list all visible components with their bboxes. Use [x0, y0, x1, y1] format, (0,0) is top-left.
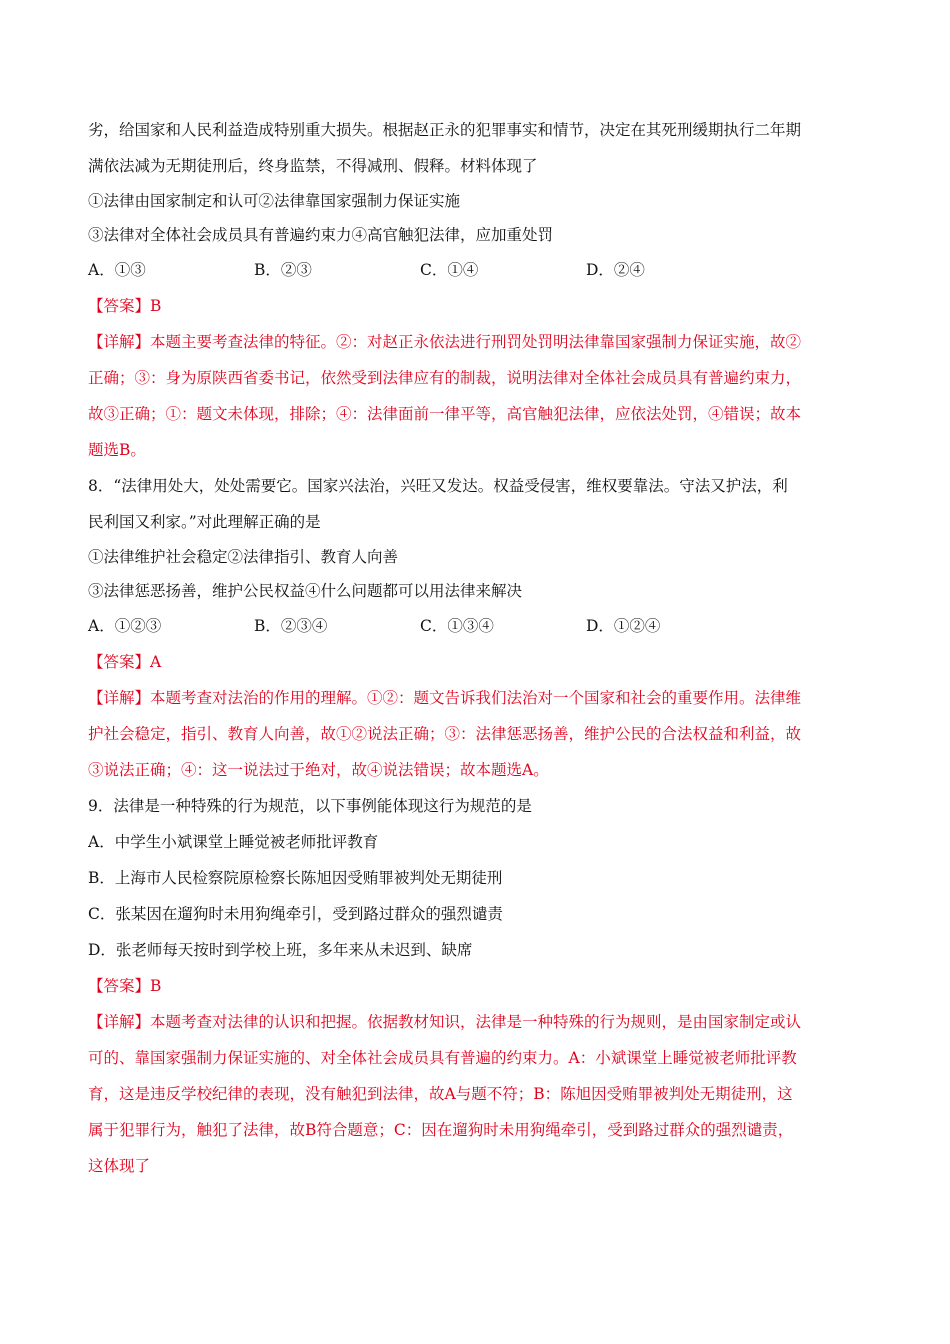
choice-b: B．上海市人民检察院原检察长陈旭因受贿罪被判处无期徒刑 — [88, 869, 503, 887]
option-b: B．②③④ — [254, 617, 328, 635]
explanation-line: 正确；③：身为原陕西省委书记，依然受到法律应有的制裁，说明法律对全体社会成员具有普遍约束力， — [88, 369, 802, 387]
explanation-line: 属于犯罪行为，触犯了法律，故B符合题意；C：因在遛狗时未用狗绳牵引，受到路过群众的强烈谴责， — [88, 1121, 794, 1139]
choice-a: A．中学生小斌课堂上睡觉被老师批评教育 — [88, 833, 379, 851]
question-stem-line: 满依法减为无期徒刑后，终身监禁，不得减刑、假释。材料体现了 — [88, 157, 538, 175]
statement-line: ①法律维护社会稳定②法律指引、教育人向善 — [88, 548, 399, 566]
explanation-line: 题选B。 — [88, 441, 146, 459]
choice-c: C．张某因在遛狗时未用狗绳牵引，受到路过群众的强烈谴责 — [88, 905, 503, 923]
explanation-line: 【详解】本题考查对法律的认识和把握。依据教材知识，法律是一种特殊的行为规则，是由国家制定或认 — [88, 1013, 802, 1031]
question-stem-line: 9．法律是一种特殊的行为规范，以下事例能体现这行为规范的是 — [88, 797, 532, 815]
statement-line: ①法律由国家制定和认可②法律靠国家强制力保证实施 — [88, 192, 461, 210]
answer-label: 【答案】A — [88, 653, 162, 671]
option-a: A．①②③ — [88, 617, 162, 635]
option-b: B．②③ — [254, 261, 312, 279]
question-7 — [88, 112, 866, 468]
option-c: C．①③④ — [420, 617, 494, 635]
question-stem-line: 民利国又利家。”对此理解正确的是 — [88, 513, 321, 531]
explanation-line: 故③正确；①：题文未体现，排除；④：法律面前一律平等，高官触犯法律，应依法处罚，④错误；故本 — [88, 405, 802, 423]
explanation-line: 【详解】本题考查对法治的作用的理解。①②：题文告诉我们法治对一个国家和社会的重要作用。法律维 — [88, 689, 802, 707]
option-d: D．①②④ — [586, 617, 661, 635]
choice-d: D．张老师每天按时到学校上班，多年来从未迟到、缺席 — [88, 941, 473, 959]
explanation-line: 育，这是违反学校纪律的表现，没有触犯到法律，故A与题不符；B：陈旭因受贿罪被判处无期徒刑，这 — [88, 1085, 793, 1103]
question-stem-line: 8．“法律用处大，处处需要它。国家兴法治，兴旺又发达。权益受侵害，维权要靠法。守法又护法，利 — [88, 477, 788, 495]
question-stem-line: 劣，给国家和人民利益造成特别重大损失。根据赵正永的犯罪事实和情节，决定在其死刑缓期执行二年期 — [88, 121, 802, 139]
explanation-line: 护社会稳定，指引、教育人向善，故①②说法正确；③：法律惩恶扬善，维护公民的合法权益和利益，故 — [88, 725, 802, 743]
answer-options — [88, 252, 866, 288]
statement-line: ③法律惩恶扬善，维护公民权益④什么问题都可以用法律来解决 — [88, 582, 523, 600]
question-9 — [88, 788, 866, 1184]
option-a: A．①③ — [88, 261, 146, 279]
option-d: D．②④ — [586, 261, 645, 279]
answer-options — [88, 608, 866, 644]
explanation-line: 【详解】本题主要考查法律的特征。②：对赵正永依法进行刑罚处罚明法律靠国家强制力保证实施，故② — [88, 333, 802, 351]
explanation-line: ③说法正确；④：这一说法过于绝对，故④说法错误；故本题选A。 — [88, 761, 549, 779]
explanation-line: 可的、靠国家强制力保证实施的、对全体社会成员具有普遍的约束力。A：小斌课堂上睡觉被老师批评教 — [88, 1049, 797, 1067]
statement-line: ③法律对全体社会成员具有普遍约束力④高官触犯法律，应加重处罚 — [88, 226, 554, 244]
answer-label: 【答案】B — [88, 297, 162, 315]
option-c: C．①④ — [420, 261, 479, 279]
question-8 — [88, 468, 866, 788]
answer-label: 【答案】B — [88, 977, 162, 995]
explanation-line: 这体现了 — [88, 1157, 151, 1175]
